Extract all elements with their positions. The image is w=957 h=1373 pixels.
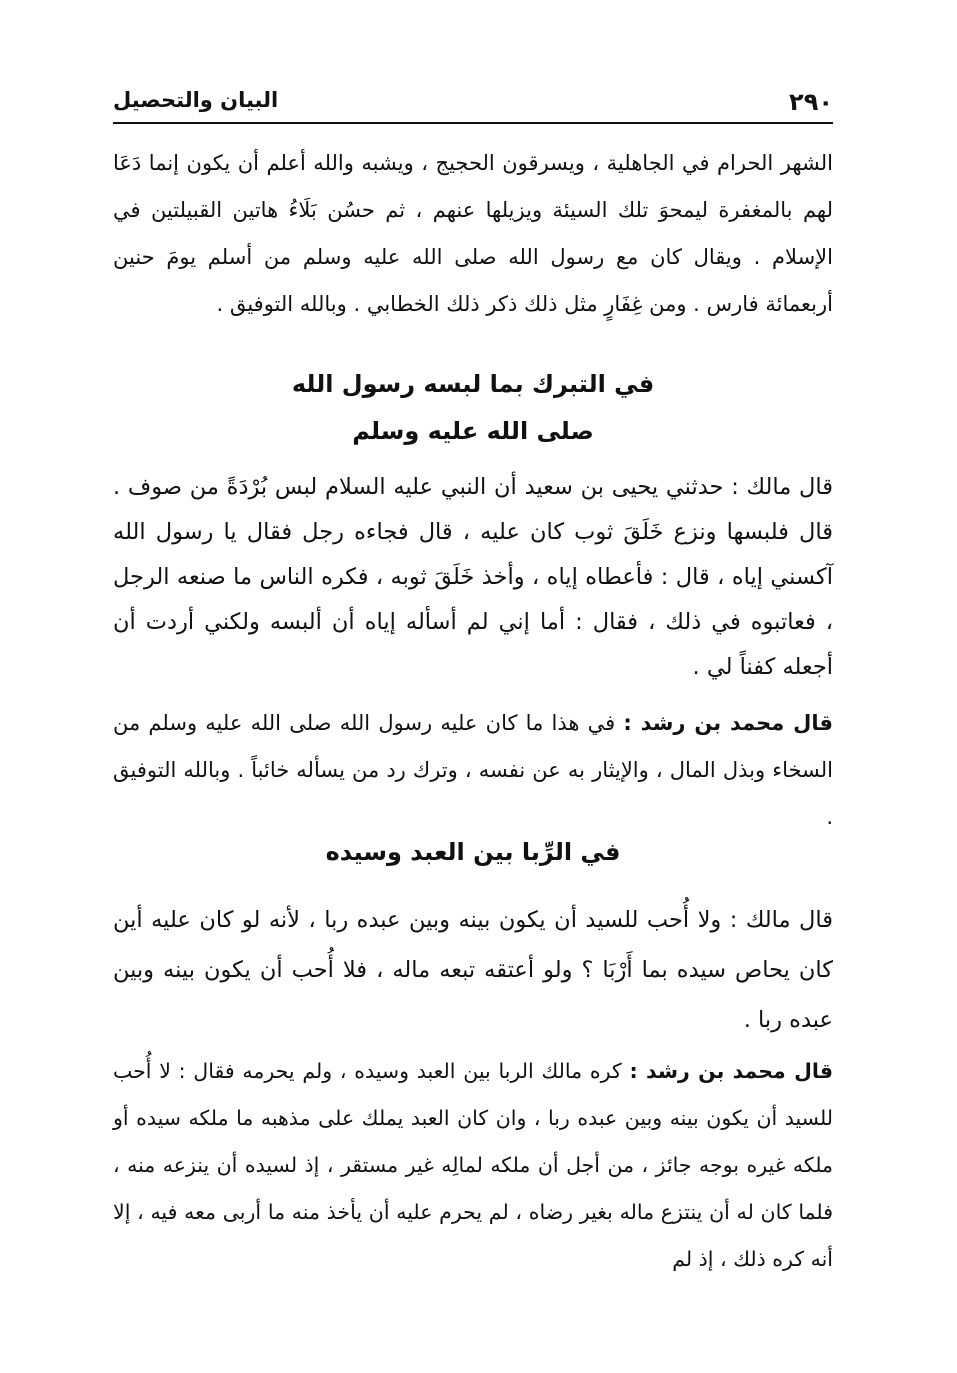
page-header <box>113 82 833 124</box>
section-heading-1-line-1: في التبرك بما لبسه رسول الله <box>291 370 655 398</box>
paragraph-1 <box>113 140 833 328</box>
paragraph-3-text: في هذا ما كان عليه رسول الله صلى الله عليه وسلم من السخاء وبذل المال ، والإيثار به عن نفسه ، وترك رد من يسأله خائباً . وبالله التوفيق . <box>113 711 833 829</box>
page-number: ٢٩٠ <box>789 88 833 116</box>
paragraph-1-text: الشهر الحرام في الجاهلية ، ويسرقون الحجيج ، ويشبه والله أعلم أن يكون إنما دَعَا لهم بالمغفرة ليمحوَ تلك السيئة ويزيلها عنهم ، ثم حسُن بَلَاءُ هاتين القبيلتين في الإسلام . ويقال كان مع رسول الله صلى الله عليه وسلم من أسلم يومَ حنين أربعمائة فارس . ومن غِفَارٍ مثل ذلك ذكر ذلك الخطابي . وبالله التوفيق . <box>113 151 833 316</box>
paragraph-2-text: قال مالك : حدثني يحيى بن سعيد أن النبي عليه السلام لبس بُرْدَةً من صوف . قال فلبسها ونزع خَلَقَ ثوب كان عليه ، قال فجاءه رجل فقال يا رسول الله آكسني إياه ، قال : فأعطاه إياه ، وأخذ خَلَقَ ثوبه ، فكره الناس ما صنعه الرجل ، فعاتبوه في ذلك ، فقال : أما إني لم أسأله إياه أن ألبسه ولكني أردت أن أجعله كفناً لي . <box>113 474 833 680</box>
paragraph-3-lead: قال محمد بن رشد : <box>623 711 833 735</box>
paragraph-4-text: قال مالك : ولا أُحب للسيد أن يكون بينه وبين عبده ربا ، لأنه لو كان عليه أين كان يحاص سيده بما أَرْبَا ؟ ولو أعتقه تبعه ماله ، فلا أُحب أن يكون بينه وبين عبده ربا . <box>113 907 833 1033</box>
paragraph-5-lead: قال محمد بن رشد : <box>629 1059 833 1083</box>
section-heading-1-line-2: صلى الله عليه وسلم <box>352 417 594 445</box>
paragraph-2 <box>113 465 833 690</box>
paragraph-5-text: كره مالك الربا بين العبد وسيده ، ولم يحرمه فقال : لا أُحب للسيد أن يكون بينه وبين عبده ربا ، وان كان العبد يملك على مذهبه ما ملكه سيده أو ملكه غيره بوجه جائز ، من أجل أن ملكه لمالِه غير مستقر ، إذ لسيده أن ينزعه منه ، فلما كان له أن ينتزع ماله بغير رضاه ، لم يحرم عليه أن يأخذ منه ما أربى معه فيه ، إلا أنه كره ذلك ، إذ لم <box>113 1059 833 1271</box>
section-heading-2: في الرِّبا بين العبد وسيده <box>325 838 621 866</box>
running-title: البيان والتحصيل <box>113 88 279 112</box>
paragraph-4 <box>113 895 833 1045</box>
paragraph-3 <box>113 700 833 841</box>
paragraph-5 <box>113 1048 833 1283</box>
